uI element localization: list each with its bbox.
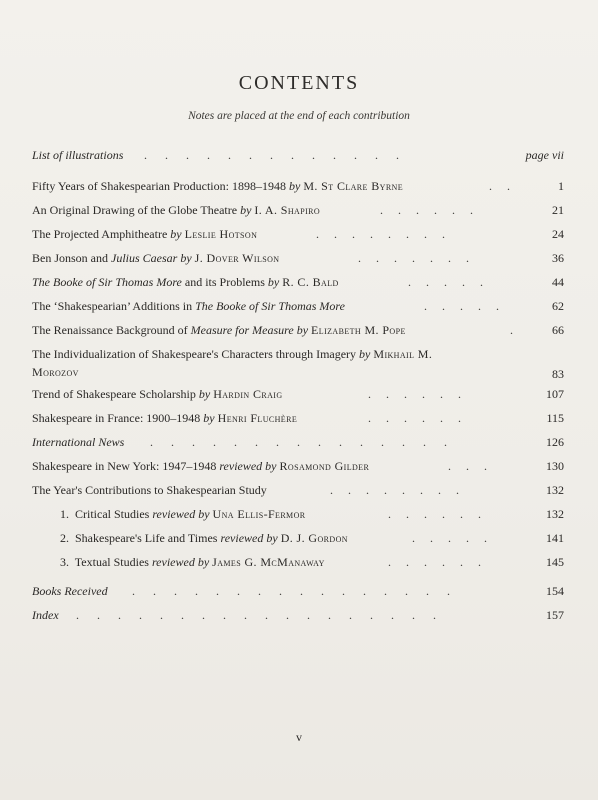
- entry-page: 36: [552, 251, 564, 265]
- entry-by: reviewed by: [152, 507, 210, 521]
- entry-by: by: [240, 203, 252, 217]
- entry-title: Trend of Shakespeare Scholarship: [32, 387, 196, 401]
- entry-title-line: [32, 201, 320, 219]
- entry-by: reviewed by: [220, 531, 278, 545]
- entry-title: The Booke of Sir Thomas More: [195, 299, 345, 313]
- entry-page: 83: [552, 367, 564, 381]
- toc-subentry-critical-studies[interactable]: [32, 505, 564, 523]
- entry-page: 130: [546, 459, 564, 473]
- entry-title-line: [32, 345, 564, 363]
- entry-page: 145: [546, 555, 564, 569]
- entry-title: Books Received: [32, 584, 108, 598]
- entry-title: List of illustrations: [32, 148, 124, 162]
- leader-dots: . . . . .: [424, 299, 499, 313]
- leader-dots: . .: [489, 179, 510, 193]
- entry-page: 24: [552, 227, 564, 241]
- leader-dots: . . .: [448, 459, 487, 473]
- leader-dots: . . . . . . . . . . . . . . . .: [132, 584, 450, 598]
- entry-prefix: The ‘Shakespearian’ Additions in: [32, 299, 193, 313]
- entry-title: Measure for Measure: [190, 323, 294, 337]
- toc-entry-globe-drawing[interactable]: [32, 201, 564, 219]
- entry-title-line: [60, 505, 306, 523]
- entry-title: Index: [32, 608, 59, 622]
- entry-by: by: [288, 179, 301, 193]
- page-title: CONTENTS: [238, 72, 360, 94]
- entry-page: 126: [546, 435, 564, 449]
- entry-by: by: [359, 347, 371, 361]
- entry-title-line: [32, 297, 345, 315]
- entry-page: 62: [552, 299, 564, 313]
- entry-author: Rosamond Gilder: [279, 459, 370, 473]
- entry-page: 132: [546, 507, 564, 521]
- entry-by: by: [267, 275, 280, 289]
- entry-number: 1.: [60, 507, 69, 521]
- entry-title-line: [32, 409, 297, 427]
- entry-title-line: [32, 321, 406, 339]
- toc-entry-trend-scholarship[interactable]: [32, 385, 564, 403]
- entry-author: I. A. Shapiro: [254, 203, 321, 217]
- toc-entry-shakespearian-additions[interactable]: [32, 297, 564, 315]
- entry-author: James G. McManaway: [212, 555, 325, 569]
- toc-entry-ben-jonson[interactable]: [32, 249, 564, 267]
- leader-dots: . . . . . . . . . . . . . . .: [150, 435, 447, 449]
- toc-entry-shakespeare-new-york[interactable]: [32, 457, 564, 475]
- entry-title: An Original Drawing of the Globe Theatre: [32, 203, 238, 217]
- entry-prefix: The Renaissance Background of: [32, 323, 188, 337]
- toc-subentry-textual-studies[interactable]: [32, 553, 564, 571]
- entry-title: The Individualization of Shakespeare's Characters through Imagery: [32, 347, 357, 361]
- entry-title-line: [32, 457, 369, 475]
- entry-author: Mikhail M.: [373, 347, 433, 361]
- entry-title-line: [32, 249, 279, 267]
- toc-entry-years-contributions[interactable]: [32, 481, 564, 499]
- entry-author: Elizabeth M. Pope: [311, 323, 406, 337]
- toc-entry-list-of-illustrations[interactable]: [32, 146, 564, 164]
- entry-title: Fifty Years of Shakespearian Production: 1898–1948: [32, 179, 286, 193]
- entry-author: D. J. Gordon: [280, 531, 348, 545]
- toc-entry-shakespeare-france[interactable]: [32, 409, 564, 427]
- leader-dots: .: [510, 323, 513, 337]
- toc-entry-renaissance-background[interactable]: [32, 321, 564, 339]
- toc-entry-books-received[interactable]: [32, 582, 564, 600]
- entry-by: reviewed by: [151, 555, 210, 569]
- entry-by: by: [180, 251, 192, 265]
- toc-entry-index[interactable]: [32, 606, 564, 624]
- entry-author: M. St Clare Byrne: [303, 179, 404, 193]
- leader-dots: . . . . . . .: [358, 251, 469, 265]
- entry-title-line: [32, 225, 257, 243]
- entry-title: Shakespeare's Life and Times: [75, 531, 218, 545]
- leader-dots: . . . . . .: [380, 203, 473, 217]
- entry-title: Shakespeare in France: 1900–1948: [32, 411, 201, 425]
- entry-title-line: [32, 177, 403, 195]
- entry-by: reviewed by: [219, 459, 277, 473]
- leader-dots: . . . . . . . .: [330, 483, 459, 497]
- entry-page: 21: [552, 203, 564, 217]
- page-number: v: [296, 730, 302, 744]
- entry-by: by: [296, 323, 309, 337]
- leader-dots: . . . . . .: [388, 507, 481, 521]
- leader-dots: . . . . . . . . . . . . . . . . . .: [76, 608, 436, 622]
- leader-dots: . . . . .: [408, 275, 483, 289]
- notes-note: Notes are placed at the end of each contribution: [188, 110, 410, 122]
- leader-dots: . . . . . .: [368, 411, 461, 425]
- leader-dots: . . . . . . . . . . . . .: [144, 148, 399, 162]
- entry-page: 157: [546, 608, 564, 622]
- entry-second-line: [32, 363, 564, 381]
- entry-author: Leslie Hotson: [184, 227, 258, 241]
- entry-page: 154: [546, 584, 564, 598]
- entry-title: Critical Studies: [75, 507, 150, 521]
- entry-author: J. Dover Wilson: [194, 251, 280, 265]
- entry-page: 44: [552, 275, 564, 289]
- leader-dots: . . . . . .: [368, 387, 461, 401]
- entry-page: 107: [546, 387, 564, 401]
- entry-page: 1: [558, 179, 564, 193]
- entry-title: International News: [32, 435, 125, 449]
- entry-title: Julius Caesar: [111, 251, 178, 265]
- entry-title-line: [32, 273, 339, 291]
- leader-dots: . . . . . . . .: [316, 227, 445, 241]
- entry-author: R. C. Bald: [282, 275, 339, 289]
- entry-by: by: [203, 411, 215, 425]
- entry-title: Shakespeare in New York: 1947–1948: [32, 459, 217, 473]
- entry-author: Una Ellis-Fermor: [212, 507, 306, 521]
- entry-title: The Year's Contributions to Shakespearian Study: [32, 483, 267, 497]
- toc-subentry-life-and-times[interactable]: [32, 529, 564, 547]
- entry-title: The Projected Amphitheatre: [32, 227, 168, 241]
- entry-suffix: and its Problems: [184, 275, 265, 289]
- entry-by: by: [198, 387, 211, 401]
- entry-title-line: [60, 553, 325, 571]
- entry-page: 115: [546, 411, 564, 425]
- entry-author-continued: Morozov: [32, 365, 79, 379]
- entry-author: Henri Fluchère: [217, 411, 298, 425]
- entry-author: Hardin Craig: [213, 387, 283, 401]
- entry-title: Textual Studies: [74, 555, 149, 569]
- entry-number: 3.: [60, 555, 69, 569]
- entry-prefix: Ben Jonson and: [32, 251, 108, 265]
- entry-title-line: [32, 385, 283, 403]
- toc-entry-individualization[interactable]: [32, 345, 564, 381]
- entry-page: 66: [552, 323, 564, 337]
- toc-entry-booke-problems[interactable]: [32, 273, 564, 291]
- toc-entry-international-news[interactable]: [32, 433, 564, 451]
- entry-title-line: [60, 529, 348, 547]
- entry-page: 141: [546, 531, 564, 545]
- entry-page: 132: [546, 483, 564, 497]
- toc-entry-fifty-years[interactable]: [32, 177, 564, 195]
- toc-entry-projected-amphitheatre[interactable]: [32, 225, 564, 243]
- entry-number: 2.: [60, 531, 69, 545]
- entry-by: by: [170, 227, 182, 241]
- leader-dots: . . . . . .: [388, 555, 481, 569]
- entry-page: page vii: [525, 148, 564, 162]
- entry-title: The Booke of Sir Thomas More: [32, 275, 182, 289]
- leader-dots: . . . . .: [412, 531, 487, 545]
